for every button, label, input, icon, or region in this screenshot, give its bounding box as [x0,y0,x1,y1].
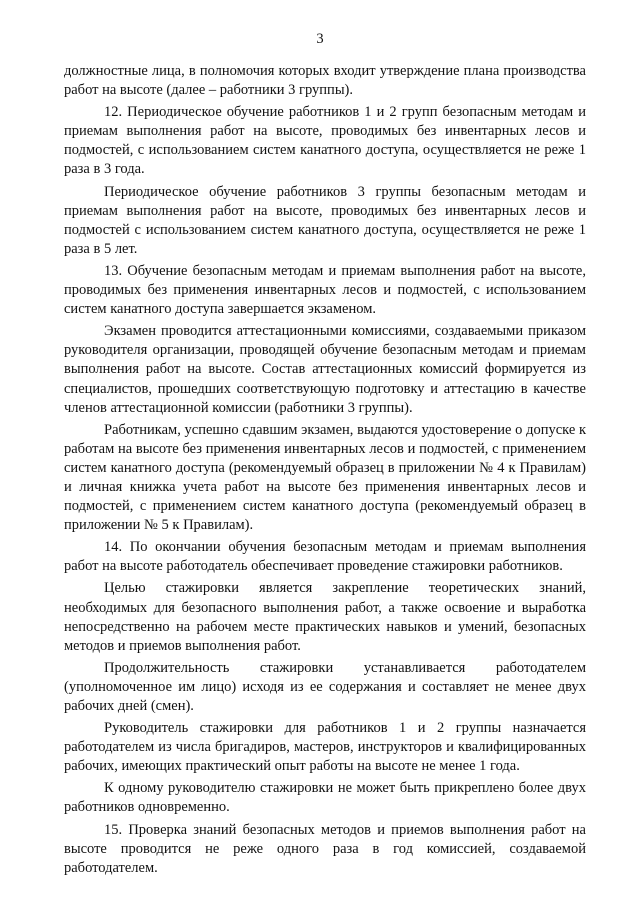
paragraph-continuation: должностные лица, в полномочия которых входит утверждение плана производства работ на высоте (далее – работники 3 группы). [64,63,586,99]
paragraph-certificate: Работникам, успешно сдавшим экзамен, выдаются удостоверение о допуске к работам на высоте без применения инвентарных лесов и подмостей, с применением систем канатного доступа (рекомендуемый образец в приложении № 4 к Правилам) и личная книжка учета работ на высоте без применения инвентарных лесов и подмостей, с применением систем канатного доступа (рекомендуемый образец в приложении № 5 к Правилам). [64,421,586,534]
document-body [64,62,586,881]
paragraph-internship-duration: Продолжительность стажировки устанавливается работодателем (уполномоченное им лицо) исходя из ее содержания и составляет не менее двух рабочих дней (смен). [64,659,586,714]
paragraph-exam-commission: Экзамен проводится аттестационными комиссиями, создаваемыми приказом руководителя организации, проводящей обучение безопасным методам и приемам выполнения работ на высоте. Состав аттестационных комиссий формируется из специалистов, прошедших соответствующую подготовку и аттестацию в качестве членов аттестационной комиссии (работники 3 группы). [64,323,586,416]
page-number: 3 [316,31,324,47]
paragraph-14: 14. По окончании обучения безопасным методам и приемам выполнения работ на высоте работодатель обеспечивает проведение стажировки работников. [64,539,586,575]
paragraph-12-group3: Периодическое обучение работников 3 группы безопасным методам и приемам выполнения работ на высоте, проводимых без инвентарных лесов и подмостей с использованием систем канатного доступа, осуществляется не реже 1 раза в 5 лет. [64,183,586,257]
paragraph-internship-goal: Целью стажировки является закрепление теоретических знаний, необходимых для безопасного выполнения работ, а также освоение и выработка непосредственно на рабочем месте практических навыков и умений, безопасных методов и приемов выполнения работ. [64,580,586,654]
paragraph-supervisor-limit: К одному руководителю стажировки не может быть прикреплено более двух работников одновременно. [64,780,586,816]
paragraph-12: 12. Периодическое обучение работников 1 и 2 групп безопасным методам и приемам выполнения работ на высоте, проводимых без инвентарных лесов и подмостей, с использованием систем канатного доступа, осуществляется не реже 1 раза в 3 года. [64,104,586,178]
paragraph-internship-supervisor: Руководитель стажировки для работников 1 и 2 группы назначается работодателем из числа бригадиров, мастеров, инструкторов и квалифицированных рабочих, имеющих практический опыт работы на высоте не менее 1 года. [64,720,586,775]
paragraph-15: 15. Проверка знаний безопасных методов и приемов выполнения работ на высоте проводится не реже одного раза в год комиссией, создаваемой работодателем. [64,821,586,876]
paragraph-13: 13. Обучение безопасным методам и приемам выполнения работ на высоте, проводимых без применения инвентарных лесов и подмостей, с использованием систем канатного доступа завершается экзаменом. [64,262,586,318]
